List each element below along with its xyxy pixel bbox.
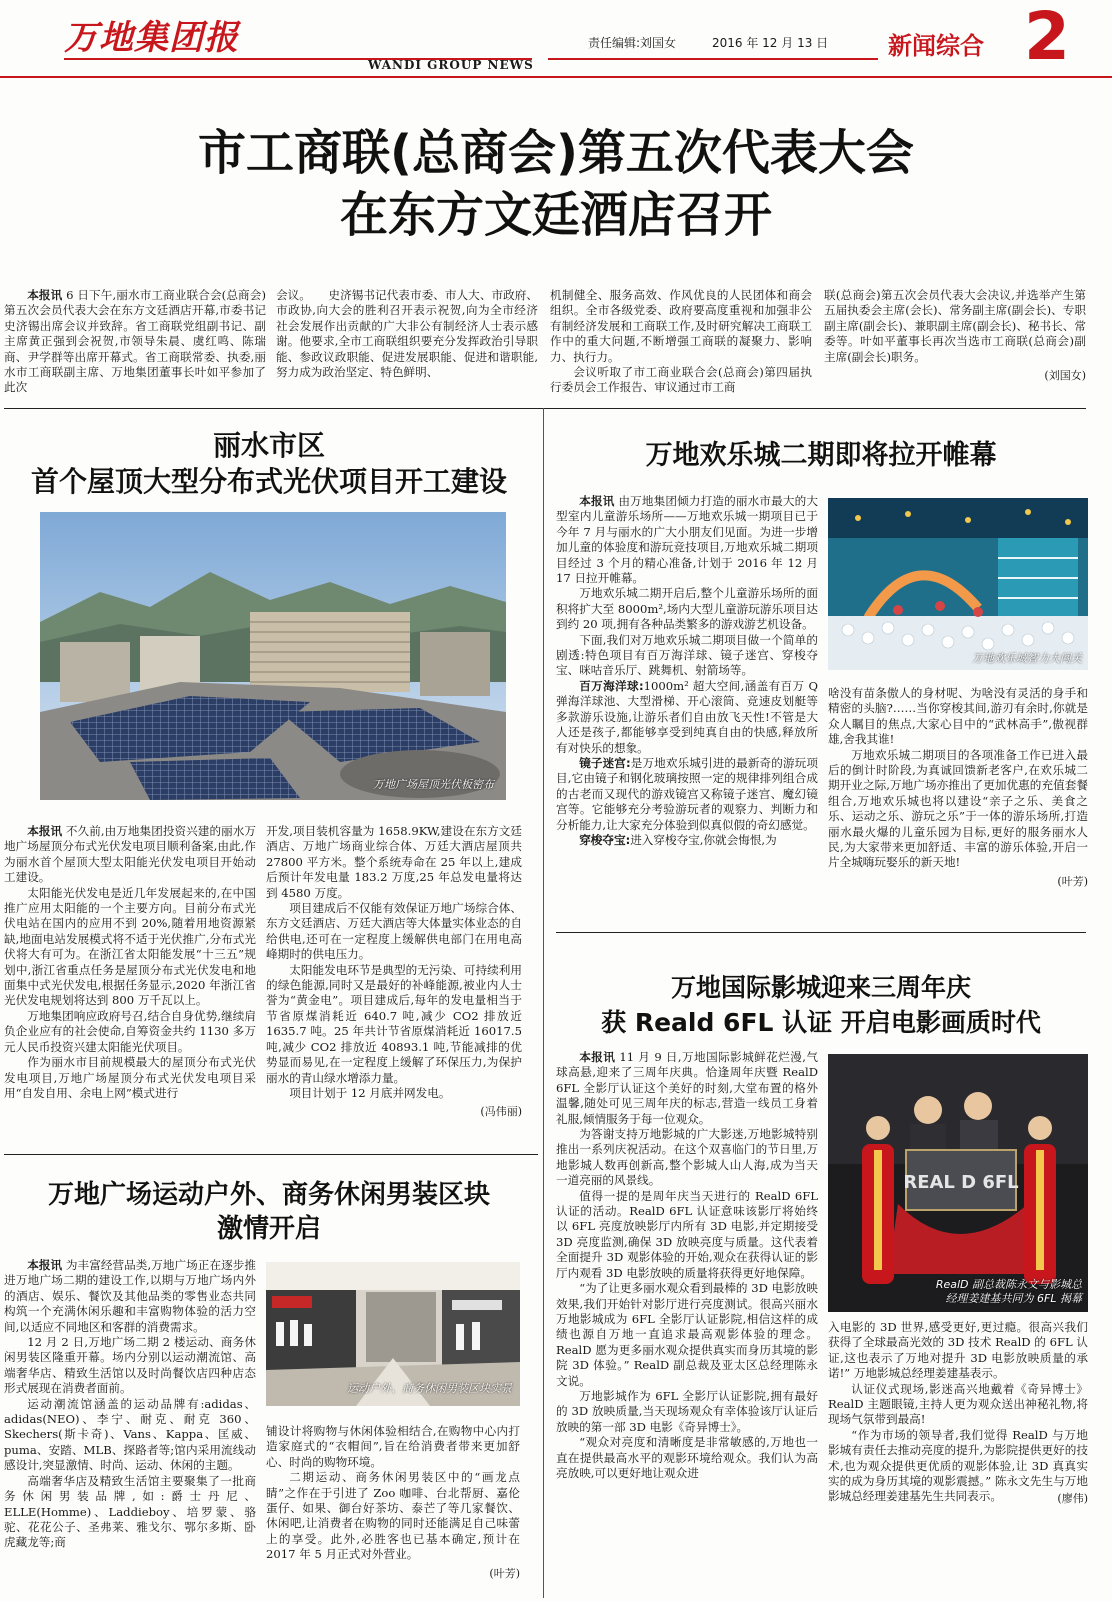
rooftop-solar-illustration: [40, 512, 506, 800]
logo: 万地集团报: [64, 18, 239, 58]
solar-text7: 太阳能发电环节是典型的无污染、可持续利用的绿色能源,同时又是最好的补峰能源,被业内人士誉为“黄金电”。项目建成后,每年的发电量相当于节省原煤消耗近 640.7 吨,减少 CO2 排放近 1635.7 吨。25 年共计节省原煤消耗近 16017.5 吨,减少 CO2 排放近 40893.1 吨,节能减排的优势显而易见,在一定程度上缓解了环保压力,为保护丽水的青山绿水增添力量。: [266, 962, 522, 1085]
playland-text3: 下面,我们对万地欢乐城二期项目做一个简单的剧透:特色项目有百万海洋球、镜子迷宫、穿梭夺宝、咪咕音乐厅、跳舞机、射箭场等。: [556, 632, 818, 678]
cinema-text1: 11 月 9 日,万地国际影城鲜花烂漫,气球高悬,迎来了三周年庆典。恰逢周年庆暨 RealD 6FL 全影厅认证这个美好的时刻,大堂布置的格外温馨,随处可见三周年庆的标志,营造一线员工身着礼服,倾情服务于每一位观众。: [556, 1050, 818, 1126]
lead-tag: 本报讯: [27, 288, 63, 302]
english-name: WANDI GROUP NEWS: [368, 58, 534, 72]
menswear-title: [4, 1178, 534, 1246]
lead-text3b: 会议听取了市工商业联合会(总商会)第四届执行委员会工作报告、审议通过市工商: [550, 365, 812, 395]
lead-text4: 联(总商会)第五次会员代表大会决议,并选举产生第五届执委会主席(会长)、常务副主席(副会长)、专职副主席(副会长)、兼职副主席(副会长)、秘书长、常委等。叶如平董事长再次当选市工商联(总商会)副主席(副会长)职务。: [824, 288, 1086, 364]
solar-photo: [40, 512, 506, 800]
menswear-tag: 本报讯: [27, 1258, 63, 1272]
solar-text8: 项目计划于 12 月底并网发电。: [289, 1085, 451, 1100]
menswear-text6: 二期运动、商务休闲男装区中的“画龙点睛”之作在于引进了 Zoo 咖啡、台北帮厨、嘉伦蛋仔、如果、御台好茶坊、泰芒了等几家餐饮、休闲吧,让消费者在购物的同时还能满足自己味蕾上的享受。此外,必胜客也已基本确定,预计在 2017 年 5 月正式对外营业。: [266, 1470, 520, 1562]
lead-title: [0, 122, 1112, 246]
solar-text3: 万地集团响应政府号召,结合自身优势,继续肩负企业应有的社会使命,自筹资金共约 1130 多万元人民币投资兴建太阳能光伏项目。: [4, 1008, 256, 1054]
section-name: 新闻综合: [888, 32, 984, 60]
lead-text3a: 机制健全、服务高效、作风优良的人民团体和商会组织。全市各级党委、政府要高度重视和加强非公有制经济发展和工商联工作,及时研究解决工商联工作中的重大问题,不断增强工商联的凝聚力、影响力、执行力。: [550, 288, 812, 364]
cinema-text7: 入电影的 3D 世界,感受更好,更过瘾。很高兴我们获得了全球最高光效的 3D 技术 RealD 的 6FL 认证,这也表示了万地对提升 3D 电影放映质量的承诺!” 万地影城总经理姜建基表示。: [828, 1320, 1088, 1381]
menswear-title-line2: 激情开启: [216, 1214, 321, 1244]
solar-text5: 开发,项目装机容量为 1658.9KW,建设在东方文廷酒店、万地广场商业综合体、万廷大酒店屋顶共 27800 平方米。整个系统寿命在 25 年以上,建成后预计年发电量 183.2 万度,25 年总发电量将达到 4580 万度。: [266, 824, 522, 900]
cinema-author: (廖伟): [1057, 1491, 1088, 1505]
playland-label2: 镜子迷宫:: [579, 755, 631, 770]
playland-title: 万地欢乐城二期即将拉开帷幕: [645, 440, 997, 471]
menswear-text1: 为丰富经营品类,万地广场正在逐步推进万地广场二期的建设工作,以期与万地广场内外的酒店、娱乐、餐饮及其他品类的零售业态共同构筑一个充满休闲乐趣和丰富购物体验的活力空间,以适应不同地区和客群的消费需求。: [4, 1258, 256, 1334]
menswear-text5: 铺设计将购物与休闲体验相结合,在购物中心内打造家庭式的“衣帽间”,旨在给消费者带来更加舒心、时尚的购物环境。: [266, 1424, 520, 1469]
lead-title-line1: 市工商联(总商会)第五次代表大会: [198, 125, 914, 181]
masthead: [0, 0, 1112, 78]
cinema-text8: 认证仪式现场,影迷高兴地戴着《奇异博士》RealD 主题眼镜,主持人更为观众送出神秘礼物,将现场气氛带到最高!: [828, 1381, 1088, 1427]
playland-caption: 万地欢乐城智力大闯关: [972, 652, 1082, 665]
menswear-col2: [266, 1424, 520, 1581]
issue-date: 2016 年 12 月 13 日: [712, 36, 829, 50]
menswear-text2: 12 月 2 日,万地广场二期 2 楼运动、商务休闲男装区隆重开幕。场内分别以运动潮流馆、高端奢华店、精致生活馆以及时尚餐饮店四种店态形式展现在消费者面前。: [4, 1335, 256, 1396]
playland-text5: 是万地欢乐城引进的最新奇的游玩项目,它由镜子和钢化玻璃按照一定的规律排列组合成的古老而又现代的游戏镜宫又称镜子迷宫、魔幻镜宫等。它能够充分考验游玩者的观察力、判断力和分析能力,让大家充分体验到似真似假的奇幻感觉。: [556, 755, 818, 832]
playland-photo: [828, 498, 1088, 670]
lead-author: (刘国女): [1044, 369, 1086, 383]
lead-col2: [276, 288, 538, 380]
page-number: 2: [1024, 0, 1070, 75]
cinema-caption: [936, 1278, 1082, 1306]
cinema-col2: [828, 1320, 1088, 1506]
menswear-photo: [266, 1262, 520, 1406]
cinema-text6: “观众对亮度和清晰度是非常敏感的,万地也一直在提供最高水平的观影环境给观众。我们认为高亮放映,可以更好地让观众进: [556, 1435, 818, 1480]
playland-text1: 由万地集团倾力打造的丽水市最大的大型室内儿童游乐场所——万地欢乐城一期项目已于今年 7 月与丽水的广大小朋友们见面。为进一步增加儿童的体验度和游玩竞技项目,万地欢乐城二期项目经过 3 个月的精心准备,计划于 2016 年 12 月 17 日拉开帷幕。: [556, 494, 818, 586]
cinema-title: [556, 970, 1086, 1040]
lead-text2: 会议。 史济锡书记代表市委、市人大、市政府、市政协,向大会的胜利召开表示祝贺,向为全市经济社会发展作出贡献的广大非公有制经济人士表示感谢。他要求,全市工商联组织要充分发挥政治引导职能、参政议政职能、促进发展职能、促进和谐职能,努力成为政治坚定、特色鲜明、: [276, 288, 538, 380]
playland-col1: [556, 494, 818, 848]
cinema-title-line2: 获 Reald 6FL 认证 开启电影画质时代: [601, 1008, 1041, 1037]
menswear-title-line1: 万地广场运动户外、商务休闲男装区块: [47, 1180, 490, 1210]
playland-author: (叶芳): [1057, 874, 1088, 888]
cinema-tag: 本报讯: [579, 1050, 616, 1064]
solar-col2: [266, 824, 522, 1119]
cinema-text9: “作为市场的领导者,我们觉得 RealD 与万地影城有责任去推动亮度的提升,为影院提供更好的技术,也为观众提供更优质的观影体验,让 3D 真真实实的成为身历其境的观影震撼。” 陈永文先生与万地影城总经理姜建基先生共同表示。: [828, 1427, 1088, 1504]
solar-author: (冯伟丽): [480, 1105, 522, 1119]
editor: 责任编辑:刘国女: [588, 36, 677, 50]
playland-text8: 万地欢乐城二期项目的各项准备工作已进入最后的倒计时阶段,为真诚回馈新老客户,在欢乐城二期开业之际,万地广场亦推出了更加优惠的充值套餐组合,万地欢乐城也将以建设“亲子之乐、美食之乐、运动之乐、游玩之乐”于一体的游乐场所,打造丽水最火爆的儿童乐园为目标,更好的服务丽水人民,为大家带来更加舒适、丰富的游乐体验,开启一片全城嗨玩娶乐的新天地!: [828, 747, 1088, 870]
playland-label1: 百万海洋球:: [579, 678, 644, 693]
cinema-text5: 万地影城作为 6FL 全影厅认证影院,拥有最好的 3D 放映质量,当天现场观众有幸体验该厅认证后放映的第一部 3D 电影《奇异博士》。: [556, 1388, 818, 1434]
cinema-caption-line2: 经理姜建基共同为 6FL 揭幕: [945, 1292, 1082, 1305]
menswear-text3: 运动潮流馆涵盖的运动品牌有:adidas、adidas(NEO)、李宁、耐克、耐克 360、Skechers(斯卡奇)、Vans、Kappa、匡威、puma、安踏、MLB、探路者等;馆内采用流线动感设计,突显激情、时尚、运动、休闲的主题。: [4, 1396, 256, 1473]
playland-text4: 1000m² 超大空间,涵盖有百万 Q 弹海洋球池、大型滑梯、开心滚筒、竞速皮划艇等多款游乐设施,让游乐者们自由放飞天性!不管是大人还是孩子,都能够享受到纯真自由的快感,释放所有对快乐的想象。: [556, 678, 818, 755]
solar-text6: 项目建成后不仅能有效保证万地广场综合体、东方文廷酒店、万廷大酒店等大体量实体业态的自给供电,还可在一定程度上缓解供电部门在用电高峰期时的供电压力。: [266, 901, 522, 962]
solar-col1: [4, 824, 256, 1101]
playland-text6: 进入穿梭夺宝,你就会悔恨,为: [630, 832, 777, 847]
menswear-caption: 运动户外、商务休闲男装区块实景: [347, 1382, 512, 1395]
lead-title-line2: 在东方文廷酒店召开: [339, 187, 772, 243]
menswear-author: (叶芳): [489, 1566, 520, 1580]
cinema-text4: “为了让更多丽水观众看到最棒的 3D 电影放映效果,我们开始针对影厅进行亮度测试。很高兴丽水万地影城成为 6FL 全影厅认证影院,相信这样的成绩也源自万地一直追求最高观影体验的理念。RealD 愿为更多丽水观众提供真实而身历其境的影院 3D 体验。” RealD 副总裁及亚太区总经理陈永文说。: [556, 1281, 818, 1388]
cinema-col1: [556, 1050, 818, 1481]
menswear-text4: 高端奢华店及精致生活馆主要聚集了一批商务休闲男装品牌,如:爵士丹尼、ELLE(Homme)、Laddieboy、培罗蒙、骆驼、花花公子、圣弗莱、雅戈尔、鄂尔多斯、卧虎藏龙等;商: [4, 1473, 256, 1550]
playland-tag: 本报讯: [579, 494, 615, 508]
playland-text7: 啥没有苗条傲人的身材呢、为啥没有灵活的身手和精密的头脑?……当你穿梭其间,游刃有余时,你就是众人瞩目的焦点,大家心目中的“武林高手”,傲视群雄,舍我其谁!: [828, 686, 1088, 747]
cinema-text3: 值得一提的是周年庆当天进行的 RealD 6FL 认证的活动。RealD 6FL 认证意味该影厅将始终以 6FL 亮度放映影厅内所有 3D 电影,并定期接受 3D 亮度监测,确保 3D 放映亮度与质量。这代表着全面提升 3D 观影体验的开始,观众在获得认证的影厅内观看 3D 电影放映的质量将获得更好地保障。: [556, 1188, 818, 1280]
unveiling-ceremony-illustration: [828, 1054, 1088, 1312]
playland-text2: 万地欢乐城二期开启后,整个儿童游乐场所的面积将扩大至 8000m²,场内大型儿童游玩游乐项目达到约 20 项,拥有各种品类繁多的游戏游艺机设备。: [556, 586, 818, 632]
solar-tag: 本报讯: [27, 824, 63, 838]
lead-col3: [550, 288, 812, 396]
solar-text2: 太阳能光伏发电是近几年发展起来的,在中国推广应用太阳能的一个主要方向。目前分布式光伏电站在国内的应用不到 20%,随着用地资源紧缺,地面电站发展模式将不适于光伏推广,分布式光伏将大有可为。在浙江省太阳能发展“十三五”规划中,浙江省重点任务是屋顶分布式光伏发电和地面集中式光伏发电,根据任务显示,2020 年浙江省光伏发电规划将达到 800 万千瓦以上。: [4, 885, 256, 1008]
solar-title-line2: 首个屋顶大型分布式光伏项目开工建设: [30, 465, 507, 498]
playland-col2: [828, 686, 1088, 889]
lead-col1: [4, 288, 266, 396]
menswear-col1: [4, 1258, 256, 1551]
lead-col4: [824, 288, 1086, 383]
solar-text1: 不久前,由万地集团投资兴建的丽水万地广场屋顶分布式光伏发电项目顺利备案,由此,作为丽水首个屋顶大型太阳能光伏发电项目开始动工建设。: [4, 824, 256, 885]
cinema-title-line1: 万地国际影城迎来三周年庆: [670, 973, 971, 1002]
solar-title: [4, 428, 534, 500]
cinema-text2: 为答谢支持万地影城的广大影迷,万地影城特别推出一系列庆祝活动。在这个双喜临门的节日里,万地影城人数再创新高,整个影城人山人海,成为当天一道亮丽的风景线。: [556, 1127, 818, 1188]
solar-caption: 万地广场屋顶光伏板密布: [373, 778, 494, 791]
cinema-plaque-text: REAL D 6FL: [903, 1172, 1019, 1193]
lead-text1: 6 日下午,丽水市工商业联合会(总商会)第五次会员代表大会在东方文廷酒店开幕,市委书记史济锡出席会议并致辞。省工商联党组副书记、副主席黄正强到会祝贺,市领导朱晨、虞红鸣、陈瑞商、尹学群等出席开幕式。省工商联常委、执委,丽水市工商联副主席、万地集团董事长叶如平参加了此次: [4, 288, 266, 395]
cinema-photo: [828, 1054, 1088, 1312]
solar-text4: 作为丽水市目前规模最大的屋顶分布式光伏发电项目,万地广场屋顶分布式光伏发电项目采用“自发自用、余电上网”模式进行: [4, 1055, 256, 1100]
indoor-playground-illustration: [828, 498, 1088, 670]
playland-label3: 穿梭夺宝:: [579, 832, 631, 847]
cinema-caption-line1: RealD 副总裁陈永文与影城总: [935, 1278, 1082, 1291]
solar-title-line1: 丽水市区: [212, 429, 325, 462]
